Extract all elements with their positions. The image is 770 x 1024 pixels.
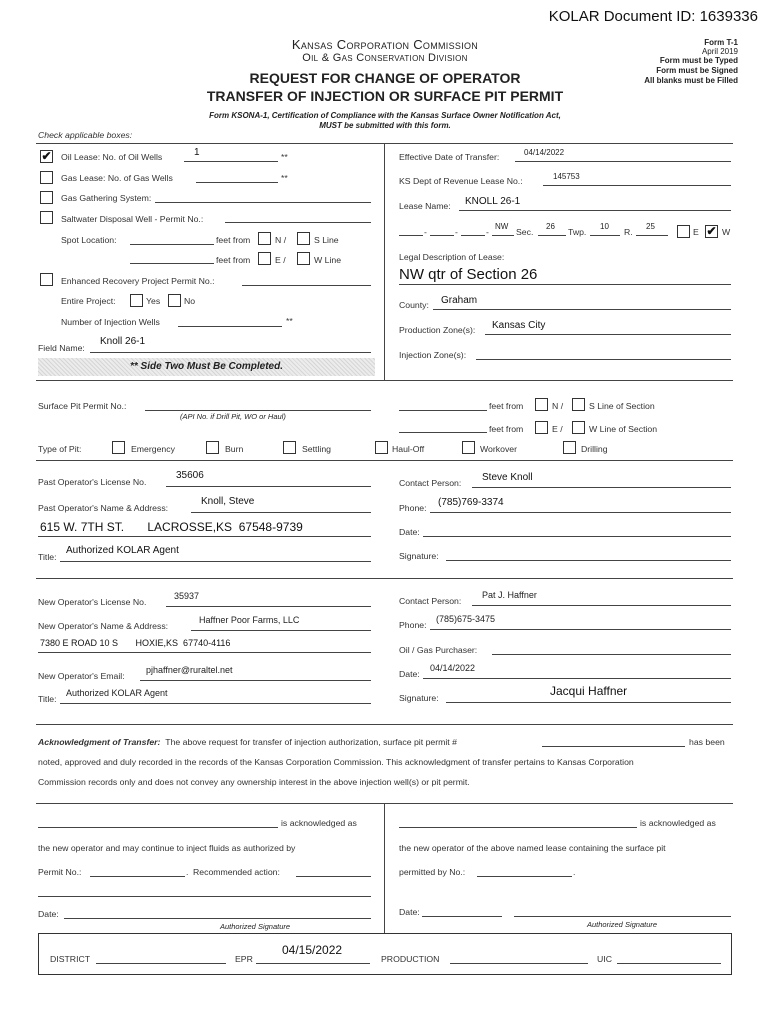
sec-value[interactable]: 26 — [546, 222, 555, 231]
qtr-dash-3: - — [486, 227, 489, 237]
past-date-line[interactable] — [423, 536, 731, 537]
section-rule-3 — [36, 578, 733, 579]
api-note: (API No. if Drill Pit, WO or Haul) — [180, 412, 286, 421]
form-filled-note: All blanks must be Filled — [644, 76, 738, 85]
effective-date-line — [515, 161, 731, 162]
qtr2-line[interactable] — [430, 235, 454, 236]
swd-label: Saltwater Disposal Well - Permit No.: — [61, 214, 204, 224]
ack-right-period: . — [573, 867, 576, 877]
footer-production-line[interactable] — [450, 963, 588, 964]
qtr-dash-1: - — [424, 227, 427, 237]
ack-right-text: the new operator of the above named lease containing the surface pit — [399, 843, 666, 853]
spot-w-label: W Line — [314, 255, 342, 265]
gas-wells-asterisks: ** — [281, 173, 288, 183]
ack-text-1: The above request for transfer of injection authorization, surface pit permit # — [165, 737, 457, 747]
past-name-label: Past Operator's Name & Address: — [38, 503, 169, 513]
spot-location-label: Spot Location: — [61, 235, 117, 245]
range-w-label: W — [722, 227, 731, 237]
spot-n-text: N — [275, 235, 282, 245]
spot-s-label: S Line — [314, 235, 339, 245]
pit-w-label: W Line of Section — [589, 424, 658, 434]
past-signature-line[interactable] — [446, 560, 731, 561]
ack-left-permit-label: Permit No.: — [38, 867, 82, 877]
new-date-label: Date: — [399, 669, 420, 679]
ks-dept-line — [543, 185, 731, 186]
side-two-text: ** Side Two Must Be Completed. — [130, 361, 283, 372]
surface-pit-permit-line[interactable] — [145, 410, 371, 411]
gas-gathering-checkbox[interactable] — [40, 191, 53, 204]
past-phone-line — [430, 512, 731, 513]
new-email-value[interactable]: pjhaffner@ruraltel.net — [146, 665, 233, 675]
injection-zone-label: Injection Zone(s): — [399, 350, 467, 360]
ack-text-2: noted, approved and duly recorded in the records of the Kansas Corporation Commission. This acknowledgment of transfer pertains to Kansas Corporation — [38, 757, 634, 767]
document-id: KOLAR Document ID: 1639336 — [548, 8, 758, 25]
footer-epr-label: EPR — [235, 954, 253, 964]
new-title-value[interactable]: Authorized KOLAR Agent — [66, 688, 168, 698]
lease-name-value[interactable]: KNOLL 26-1 — [465, 196, 521, 207]
new-date-line — [423, 678, 731, 679]
spot-ns-feet-line[interactable] — [130, 244, 214, 245]
range-label: R. — [624, 227, 633, 237]
ack-recommended-line[interactable] — [296, 876, 371, 877]
entire-project-yes-checkbox[interactable] — [130, 294, 143, 307]
footer-epr-line — [256, 963, 370, 964]
past-signature-label: Signature: — [399, 551, 439, 561]
county-label: County: — [399, 300, 429, 310]
pit-feet-from-ew: feet from — [489, 424, 524, 434]
enhanced-recovery-checkbox[interactable] — [40, 273, 53, 286]
new-address-value[interactable]: 7380 E ROAD 10 S HOXIE,KS 67740-4116 — [40, 638, 231, 648]
injection-wells-line[interactable] — [178, 326, 282, 327]
new-name-label: New Operator's Name & Address: — [38, 621, 169, 631]
new-purchaser-label: Oil / Gas Purchaser: — [399, 645, 478, 655]
pit-drilling-label: Drilling — [581, 444, 608, 454]
section-rule-1 — [36, 380, 733, 381]
new-title-label: Title: — [38, 694, 57, 704]
new-license-label: New Operator's License No. — [38, 597, 147, 607]
form-note-1: Form KSONA-1, Certification of Compliance with the Kansas Surface Owner Notification Act, — [209, 111, 561, 120]
new-contact-line — [472, 605, 731, 606]
new-date-value[interactable]: 04/14/2022 — [430, 663, 476, 673]
ack-left-text: the new operator and may continue to inject fluids as authorized by — [38, 843, 296, 853]
spot-s-checkbox[interactable] — [297, 232, 310, 245]
new-contact-value[interactable]: Pat J. Haffner — [482, 590, 537, 600]
county-line — [433, 309, 731, 310]
pit-e-checkbox[interactable] — [535, 421, 548, 434]
pit-n-text: N — [552, 401, 559, 411]
past-contact-line — [472, 487, 731, 488]
entire-project-no-label: No — [184, 296, 196, 306]
surface-pit-permit-label: Surface Pit Permit No.: — [38, 401, 127, 411]
swd-checkbox[interactable] — [40, 211, 53, 224]
twp-value[interactable]: 10 — [600, 222, 609, 231]
oil-wells-line — [184, 161, 278, 162]
qtr-dash-2: - — [455, 227, 458, 237]
entire-project-no-checkbox[interactable] — [168, 294, 181, 307]
new-signature-line — [446, 702, 731, 703]
new-address-line — [38, 652, 371, 653]
pit-settling-label: Settling — [302, 444, 331, 454]
ack-left-period: . — [186, 867, 189, 877]
oil-wells-asterisks: ** — [281, 152, 288, 162]
ack-permit-line[interactable] — [542, 746, 685, 747]
pit-e-label: E / — [552, 424, 563, 434]
past-name-value[interactable]: Knoll, Steve — [201, 496, 255, 507]
injection-wells-label: Number of Injection Wells — [61, 317, 160, 327]
pit-n-label: N / — [552, 401, 564, 411]
form-id: Form T-1 — [704, 38, 738, 47]
oil-lease-checkbox[interactable]: ✔ — [41, 149, 52, 163]
spot-e-text: E — [275, 255, 281, 265]
form-signed-note: Form must be Signed — [656, 66, 738, 75]
past-license-value[interactable]: 35606 — [176, 470, 204, 481]
new-title-line — [60, 703, 371, 704]
ack-center-divider — [384, 803, 385, 933]
ack-line-1 — [38, 737, 457, 747]
past-name-line — [191, 512, 371, 513]
side-two-banner — [38, 358, 375, 376]
form-date: April 2019 — [701, 47, 738, 56]
spot-n-checkbox[interactable] — [258, 232, 271, 245]
new-name-line — [191, 630, 371, 631]
footer-production-label: PRODUCTION — [381, 954, 440, 964]
spot-feet-from-ew: feet from — [216, 255, 251, 265]
ack-heading: Acknowledgment of Transfer: — [38, 737, 161, 747]
new-email-label: New Operator's Email: — [38, 671, 125, 681]
twp-line — [590, 235, 620, 236]
new-license-line — [166, 606, 371, 607]
ack-recommended-label: Recommended action: — [193, 867, 280, 877]
gas-wells-line[interactable] — [196, 182, 278, 183]
range-value[interactable]: 25 — [646, 222, 655, 231]
entire-project-label: Entire Project: — [61, 296, 116, 306]
new-phone-line — [430, 629, 731, 630]
lease-name-label: Lease Name: — [399, 201, 451, 211]
ack-left-is-ack: is acknowledged as — [281, 818, 357, 828]
new-contact-label: Contact Person: — [399, 596, 462, 606]
footer-uic-line[interactable] — [617, 963, 721, 964]
new-phone-value[interactable]: (785)675-3475 — [436, 614, 496, 624]
check-applicable-label: Check applicable boxes: — [38, 130, 133, 140]
past-title-value[interactable]: Authorized KOLAR Agent — [66, 545, 179, 556]
production-zone-line — [485, 334, 731, 335]
pit-s-checkbox[interactable] — [572, 398, 585, 411]
form-title-2: TRANSFER OF INJECTION OR SURFACE PIT PERMIT — [206, 88, 564, 104]
ack-right-date-label: Date: — [399, 907, 420, 917]
form-title-1: REQUEST FOR CHANGE OF OPERATOR — [249, 70, 521, 86]
past-contact-label: Contact Person: — [399, 478, 462, 488]
pit-settling-checkbox[interactable] — [283, 441, 296, 454]
ack-right-auth-sig: Authorized Signature — [587, 920, 658, 929]
ack-right-operator-line[interactable] — [399, 827, 637, 828]
type-of-pit-label: Type of Pit: — [38, 444, 82, 454]
twp-label: Twp. — [568, 227, 587, 237]
spot-feet-from-ns: feet from — [216, 235, 251, 245]
new-signature-value[interactable]: Jacqui Haffner — [550, 684, 628, 698]
field-name-label: Field Name: — [38, 343, 85, 353]
past-contact-value[interactable]: Steve Knoll — [482, 472, 533, 483]
production-zone-label: Production Zone(s): — [399, 325, 476, 335]
ks-dept-label: KS Dept of Revenue Lease No.: — [399, 176, 523, 186]
ack-left-date-line[interactable] — [64, 918, 371, 919]
gas-gathering-label: Gas Gathering System: — [61, 193, 152, 203]
lease-name-line — [459, 210, 731, 211]
enhanced-recovery-label: Enhanced Recovery Project Permit No.: — [61, 276, 215, 286]
oil-lease-label: Oil Lease: No. of Oil Wells — [61, 152, 163, 162]
pit-emergency-checkbox[interactable] — [112, 441, 125, 454]
section-rule-4 — [36, 724, 733, 725]
ks-dept-value[interactable]: 145753 — [553, 172, 580, 181]
legal-description-label: Legal Description of Lease: — [399, 252, 505, 262]
pit-e-text: E — [552, 424, 558, 434]
spot-e-label: E / — [275, 255, 286, 265]
spot-n-label: N / — [275, 235, 287, 245]
ack-right-date-line[interactable] — [422, 916, 502, 917]
footer-district-line[interactable] — [96, 963, 226, 964]
ack-permitted-by-line[interactable] — [477, 876, 572, 877]
new-email-line — [140, 680, 371, 681]
agency-name: Kansas Corporation Commission — [291, 37, 479, 52]
pit-hauloff-label: Haul-Off — [392, 444, 425, 454]
ack-left-date-label: Date: — [38, 909, 59, 919]
spot-w-checkbox[interactable] — [297, 252, 310, 265]
range-line — [636, 235, 668, 236]
effective-date-value[interactable]: 04/14/2022 — [524, 148, 565, 157]
pit-workover-label: Workover — [480, 444, 518, 454]
range-e-checkbox[interactable] — [677, 225, 690, 238]
qtr3-line[interactable] — [461, 235, 485, 236]
qtr-value[interactable]: NW — [495, 222, 509, 231]
past-title-label: Title: — [38, 552, 57, 562]
ack-left-blank-line[interactable] — [38, 896, 371, 897]
entire-project-yes-label: Yes — [146, 296, 161, 306]
ack-text-3: Commission records only and does not convey any ownership interest in the above injection well(s) or pit permit. — [38, 777, 470, 787]
sec-label: Sec. — [516, 227, 534, 237]
pit-workover-checkbox[interactable] — [462, 441, 475, 454]
footer-epr-value[interactable]: 04/15/2022 — [282, 943, 343, 957]
ack-has-been: has been — [689, 737, 725, 747]
field-name-value[interactable]: Knoll 26-1 — [100, 336, 146, 347]
past-address-value[interactable]: 615 W. 7TH ST. LACROSSE,KS 67548-9739 — [40, 520, 303, 534]
effective-date-label: Effective Date of Transfer: — [399, 152, 500, 162]
range-w-checkbox[interactable]: ✔ — [706, 224, 717, 238]
gas-gathering-line[interactable] — [155, 202, 371, 203]
pit-feet-from-ns: feet from — [489, 401, 524, 411]
past-phone-value[interactable]: (785)769-3374 — [438, 497, 504, 508]
pit-burn-checkbox[interactable] — [206, 441, 219, 454]
ack-left-operator-line[interactable] — [38, 827, 278, 828]
section-rule-2 — [36, 460, 733, 461]
ack-left-auth-sig: Authorized Signature — [220, 922, 291, 931]
past-date-label: Date: — [399, 527, 420, 537]
sec-line — [538, 235, 566, 236]
past-address-line — [38, 536, 371, 537]
pit-n-checkbox[interactable] — [535, 398, 548, 411]
ack-left-permit-line[interactable] — [90, 876, 185, 877]
pit-hauloff-checkbox[interactable] — [375, 441, 388, 454]
past-phone-label: Phone: — [399, 503, 427, 513]
pit-ns-feet-line[interactable] — [399, 410, 487, 411]
footer-uic-label: UIC — [597, 954, 612, 964]
pit-emergency-label: Emergency — [131, 444, 175, 454]
division-name: Oil & Gas Conservation Division — [302, 52, 468, 64]
qtr1-line[interactable] — [399, 235, 423, 236]
gas-lease-checkbox[interactable] — [40, 171, 53, 184]
new-purchaser-line[interactable] — [492, 654, 731, 655]
range-e-label: E — [693, 227, 699, 237]
injection-wells-asterisks: ** — [286, 316, 293, 326]
production-zone-value[interactable]: Kansas City — [492, 320, 546, 331]
new-signature-label: Signature: — [399, 693, 439, 703]
ack-permitted-by-label: permitted by No.: — [399, 867, 466, 877]
spot-e-checkbox[interactable] — [258, 252, 271, 265]
footer-district-label: DISTRICT — [50, 954, 91, 964]
swd-permit-line[interactable] — [225, 222, 371, 223]
enhanced-permit-line[interactable] — [242, 285, 371, 286]
field-name-line — [90, 352, 371, 353]
ack-right-is-ack: is acknowledged as — [640, 818, 716, 828]
oil-wells-value[interactable]: 1 — [194, 147, 200, 158]
pit-s-label: S Line of Section — [589, 401, 655, 411]
past-license-label: Past Operator's License No. — [38, 477, 147, 487]
form-note-2: MUST be submitted with this form. — [319, 121, 451, 130]
new-name-value[interactable]: Haffner Poor Farms, LLC — [199, 615, 300, 625]
legal-description-value[interactable]: NW qtr of Section 26 — [399, 266, 538, 283]
past-title-line — [60, 561, 371, 562]
past-license-line — [166, 486, 371, 487]
new-phone-label: Phone: — [399, 620, 427, 630]
new-license-value[interactable]: 35937 — [174, 591, 200, 601]
pit-ew-feet-line[interactable] — [399, 432, 487, 433]
spot-ew-feet-line[interactable] — [130, 263, 214, 264]
legal-description-line — [399, 284, 731, 285]
form-typed-note: Form must be Typed — [659, 56, 738, 65]
pit-burn-label: Burn — [225, 444, 244, 454]
pit-w-checkbox[interactable] — [572, 421, 585, 434]
pit-drilling-checkbox[interactable] — [563, 441, 576, 454]
injection-zone-line[interactable] — [476, 359, 731, 360]
gas-lease-label: Gas Lease: No. of Gas Wells — [61, 173, 173, 183]
county-value[interactable]: Graham — [441, 295, 478, 306]
qtr4-line — [492, 235, 514, 236]
ack-right-signature-line[interactable] — [514, 916, 731, 917]
center-divider — [384, 143, 385, 380]
